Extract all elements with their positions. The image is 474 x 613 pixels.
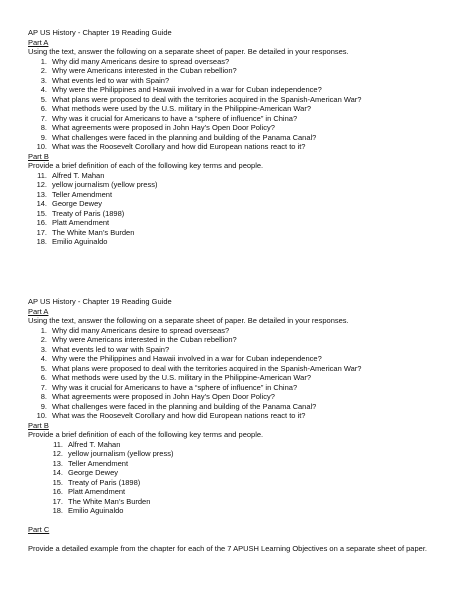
term-item: 13. Teller Amendment (52, 458, 129, 468)
part-b-instructions: Provide a brief definition of each of the following key terms and people. (28, 161, 264, 170)
question-item: 10. What was the Roosevelt Corollary and how did European nations react to it? (36, 142, 306, 151)
term-item: 14. George Dewey (52, 468, 119, 477)
part-a-instructions: Using the text, answer the following on a separate sheet of paper. Be detailed in your responses. (28, 316, 349, 325)
term-item: 16. Platt Amendment (52, 487, 126, 496)
part-a-heading: Part A (28, 37, 49, 47)
part-b-instructions: Provide a brief definition of each of the following key terms and people. (28, 430, 264, 439)
term-item: 15. Treaty of Paris (1898) (52, 477, 141, 487)
term-item: 13. Teller Amendment (36, 189, 113, 199)
part-a-question-list (28, 57, 468, 152)
spacer (28, 535, 468, 545)
term-item: 17. The White Man’s Burden (52, 496, 151, 506)
part-b-heading: Part B (28, 151, 49, 161)
term-item: 18. Emilio Aguinaldo (36, 237, 108, 246)
question-item: 1. Why did many Americans desire to spread overseas? (40, 56, 230, 66)
part-c-instructions: Provide a detailed example from the chapter for each of the 7 APUSH Learning Objectives on a separate sheet of paper. (28, 544, 427, 553)
question-item: 10. What was the Roosevelt Corollary and how did European nations react to it? (36, 411, 306, 420)
part-b-heading: Part B (28, 420, 49, 430)
spacer (28, 516, 468, 526)
question-item: 4. Why were the Philippines and Hawaii involved in a war for Cuban independence? (40, 85, 322, 94)
part-a-heading: Part A (28, 306, 49, 316)
question-item: 5. What plans were proposed to deal with the territories acquired in the Spanish-American War? (40, 363, 362, 373)
reading-guide-1 (28, 28, 468, 247)
term-item: 11. Alfred T. Mahan (37, 170, 105, 180)
question-item: 1. Why did many Americans desire to spread overseas? (40, 325, 230, 335)
part-b-term-list (28, 440, 468, 516)
question-item: 4. Why were the Philippines and Hawaii involved in a war for Cuban independence? (40, 354, 322, 363)
term-item: 12. yellow journalism (yellow press) (52, 449, 174, 458)
question-item: 9. What challenges were faced in the planning and building of the Panama Canal? (40, 401, 317, 411)
guide-title: AP US History - Chapter 19 Reading Guide (28, 28, 172, 37)
question-item: 7. Why was it crucial for Americans to have a “sphere of influence” in China? (40, 113, 298, 123)
question-item: 8. What agreements were proposed in John Hay’s Open Door Policy? (40, 123, 275, 132)
question-item: 6. What methods were used by the U.S. military in the Philippine-American War? (40, 104, 311, 113)
question-item: 2. Why were Americans interested in the Cuban rebellion? (40, 66, 237, 75)
reading-guide-2 (28, 297, 468, 554)
term-item: 12. yellow journalism (yellow press) (36, 180, 158, 189)
term-item: 17. The White Man’s Burden (36, 227, 135, 237)
term-item: 11. Alfred T. Mahan (53, 439, 121, 449)
question-item: 8. What agreements were proposed in John Hay’s Open Door Policy? (40, 392, 275, 401)
question-item: 7. Why was it crucial for Americans to have a “sphere of influence” in China? (40, 382, 298, 392)
question-item: 3. What events led to war with Spain? (40, 75, 170, 85)
term-item: 14. George Dewey (36, 199, 103, 208)
guide-title: AP US History - Chapter 19 Reading Guide (28, 297, 172, 306)
term-item: 18. Emilio Aguinaldo (52, 506, 124, 515)
part-b-term-list (28, 171, 468, 247)
question-item: 5. What plans were proposed to deal with the territories acquired in the Spanish-American War? (40, 94, 362, 104)
part-c-heading: Part C (28, 525, 50, 534)
question-item: 3. What events led to war with Spain? (40, 344, 170, 354)
term-item: 16. Platt Amendment (36, 218, 110, 227)
question-item: 6. What methods were used by the U.S. military in the Philippine-American War? (40, 373, 311, 382)
question-item: 9. What challenges were faced in the planning and building of the Panama Canal? (40, 132, 317, 142)
term-item: 15. Treaty of Paris (1898) (36, 208, 125, 218)
question-item: 2. Why were Americans interested in the Cuban rebellion? (40, 335, 237, 344)
part-a-instructions: Using the text, answer the following on a separate sheet of paper. Be detailed in your responses. (28, 47, 349, 56)
part-a-question-list (28, 326, 468, 421)
